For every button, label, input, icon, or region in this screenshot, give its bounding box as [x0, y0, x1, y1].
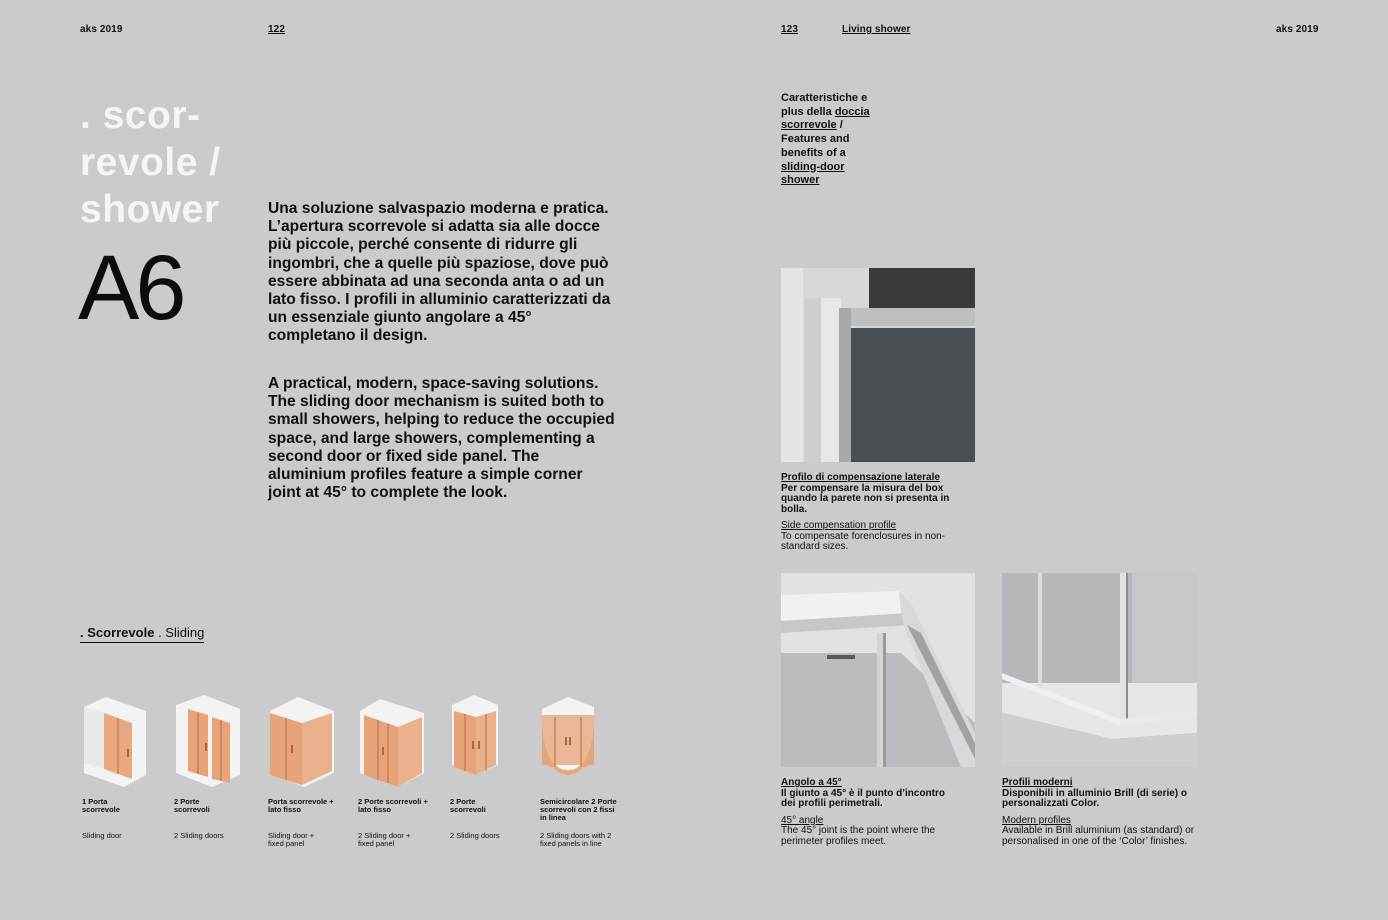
feature-title-en: Modern profiles	[1002, 814, 1071, 826]
feature-title-it: Profilo di compensazione laterale	[781, 472, 940, 483]
features-heading	[781, 92, 881, 188]
shower-sliding-door-fixed-panel-icon	[268, 693, 336, 793]
feature-text-en: The 45° joint is the point where the perimeter profiles meet.	[781, 825, 936, 847]
section-heading	[80, 625, 204, 643]
feature-caption	[1002, 778, 1197, 847]
feature-text-it: Il giunto a 45° è il punto d’incontro dei profili perimetrali.	[781, 787, 945, 809]
product-label-it: 2 Porte scorrevoli	[174, 797, 210, 814]
title-line: shower	[80, 188, 220, 231]
feature-caption	[781, 473, 961, 553]
section-heading-it: . Scorrevole	[80, 625, 155, 640]
product-label-it: 1 Porta scorrevole	[82, 797, 120, 814]
shower-1-sliding-door-icon	[82, 693, 150, 793]
feature-title-it: Angolo a 45°	[781, 777, 842, 788]
product-label-en: 2 Sliding door + fixed panel	[358, 831, 411, 848]
product-label-it: Porta scorrevole + lato fisso	[268, 797, 334, 814]
photo-compensation-profile	[781, 268, 975, 462]
intro-italian: Una soluzione salvaspazio moderna e pratica. L’apertura scorrevole si adatta sia alle docce più piccole, perché consente di ridurre gli ingombri, che a quelle più spaziose, dove può essere abbinata ad una seconda anta o ad un lato fisso. I profili in alluminio caratterizzati da un essenziale giunto angolare a 45° completano il design.	[268, 200, 611, 345]
photo-45-angle	[781, 573, 975, 767]
feature-text-it: Disponibili in alluminio Brill (di serie) o personalizzati Color.	[1002, 787, 1188, 809]
shower-2-sliding-doors-icon	[174, 693, 242, 793]
right-page-number: 123	[781, 24, 798, 35]
product-item[interactable]	[358, 693, 438, 848]
shower-semicircular-icon	[540, 693, 608, 793]
title-line: . scor-	[80, 94, 201, 137]
right-brand: aks 2019	[1276, 24, 1319, 35]
product-item[interactable]	[540, 693, 620, 848]
features-heading-link[interactable]: sliding-door shower	[781, 160, 845, 187]
product-label-en: Sliding door + fixed panel	[268, 831, 315, 848]
product-label-en: 2 Sliding doors	[174, 831, 224, 840]
features-heading-link[interactable]: doccia scorrevole	[781, 105, 870, 132]
feature-text-en: Available in Brill aluminium (as standard) or personalised in one of the ‘Color’ finishes.	[1002, 825, 1195, 847]
features-heading-part: / Features and benefits of a	[781, 119, 850, 159]
title-line: revole /	[80, 141, 221, 184]
product-item[interactable]	[82, 693, 162, 840]
feature-title-it: Profili moderni	[1002, 777, 1073, 788]
section-heading-en: . Sliding	[158, 625, 205, 640]
shower-2-sliding-doors-fixed-panel-icon	[358, 693, 426, 793]
model-name: A6	[78, 237, 183, 339]
feature-text-it: Per compensare la misura del box quando la parete non si presenta in bolla.	[781, 482, 950, 515]
product-label-en: Sliding door	[82, 831, 122, 840]
left-page-number: 122	[268, 24, 285, 35]
product-item[interactable]	[450, 693, 530, 840]
features-heading-part: Caratteristiche e plus della	[781, 92, 868, 118]
right-section-title: Living shower	[842, 24, 911, 35]
photo-modern-profiles	[1002, 573, 1197, 767]
page-title	[80, 92, 221, 233]
feature-title-en: 45° angle	[781, 814, 824, 826]
product-item[interactable]	[268, 693, 348, 848]
product-label-it: 2 Porte scorrevoli + lato fisso	[358, 797, 428, 814]
product-item[interactable]	[174, 693, 254, 840]
feature-title-en: Side compensation profile	[781, 520, 897, 531]
product-label-en: 2 Sliding doors	[450, 831, 500, 840]
feature-caption	[781, 778, 961, 847]
product-label-it: Semicircolare 2 Porte scorrevoli con 2 fissi in linea	[540, 797, 617, 822]
product-label-it: 2 Porte scorrevoli	[450, 797, 486, 814]
shower-2-sliding-doors-niche-icon	[450, 693, 518, 793]
product-label-en: 2 Sliding doors with 2 fixed panels in line	[540, 831, 612, 848]
left-brand: aks 2019	[80, 24, 123, 35]
intro-english: A practical, modern, space-saving solutions. The sliding door mechanism is suited both to small showers, helping to reduce the occupied space, and large showers, complementing a second door or fixed side panel. The aluminium profiles feature a simple corner joint at 45° to complete the look.	[268, 375, 615, 502]
feature-text-en: To compensate forenclosures in non-standard sizes.	[781, 530, 945, 552]
